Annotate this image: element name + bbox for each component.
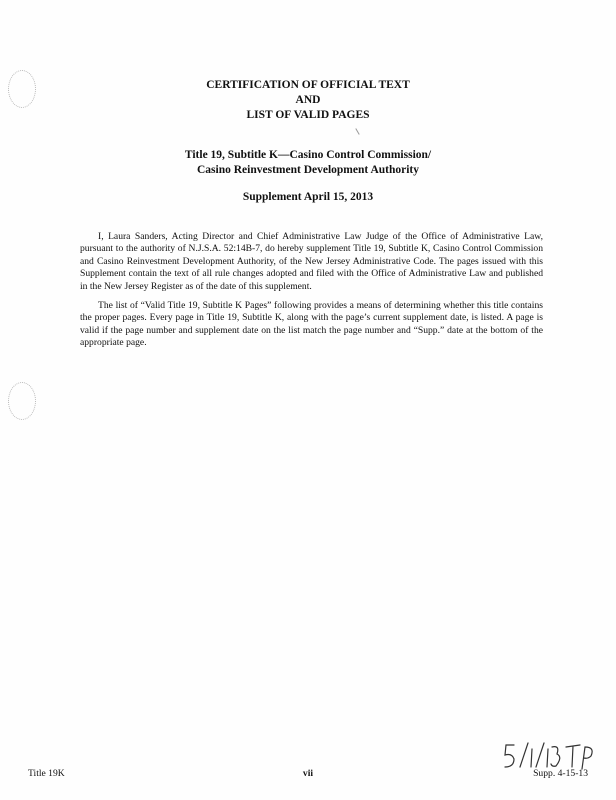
stray-mark (355, 128, 359, 135)
page-footer (0, 768, 616, 784)
footer-page-number: vii (302, 768, 314, 779)
body-paragraph-2: The list of “Valid Title 19, Subtitle K Pages” following provides a means of determining whether this title contains the proper pages. Every page in Title 19, Subtitle K, along with the page’s current supplement date, is listed. A page is valid if the page number and supplement date on the list match the page number and “Supp.” date at the bottom of the appropriate page. (80, 300, 543, 349)
heading-line-3: LIST OF VALID PAGES (246, 109, 370, 121)
title-line-2: Casino Reinvestment Development Authority (197, 164, 419, 176)
body-paragraph-1: I, Laura Sanders, Acting Director and Chief Administrative Law Judge of the Office of Administrative Law, pursuant to the authority of N.J.S.A. 52:14B-7, do hereby supplement Title 19, Subtitle K, Casino Control Commission and Casino Reinvestment Development Authority, of the New Jersey Administrative Code. The pages issued with this Supplement contain the text of all rule changes adopted and filed with the Office of Administrative Law and published in the New Jersey Register as of the date of this supplement. (80, 231, 543, 292)
punch-hole-middle (8, 382, 36, 420)
heading-line-2: AND (295, 94, 321, 106)
footer-title: Title 19K (28, 768, 65, 779)
title-line-1: Title 19, Subtitle K—Casino Control Commission/ (184, 149, 432, 161)
heading-line-1: CERTIFICATION OF OFFICIAL TEXT (206, 79, 410, 91)
body-text (80, 231, 543, 357)
title-heading (0, 148, 616, 178)
supplement-date: Supplement April 15, 2013 (242, 191, 374, 203)
footer-supplement: Supp. 4-15-13 (533, 768, 588, 779)
certification-heading (0, 78, 616, 123)
